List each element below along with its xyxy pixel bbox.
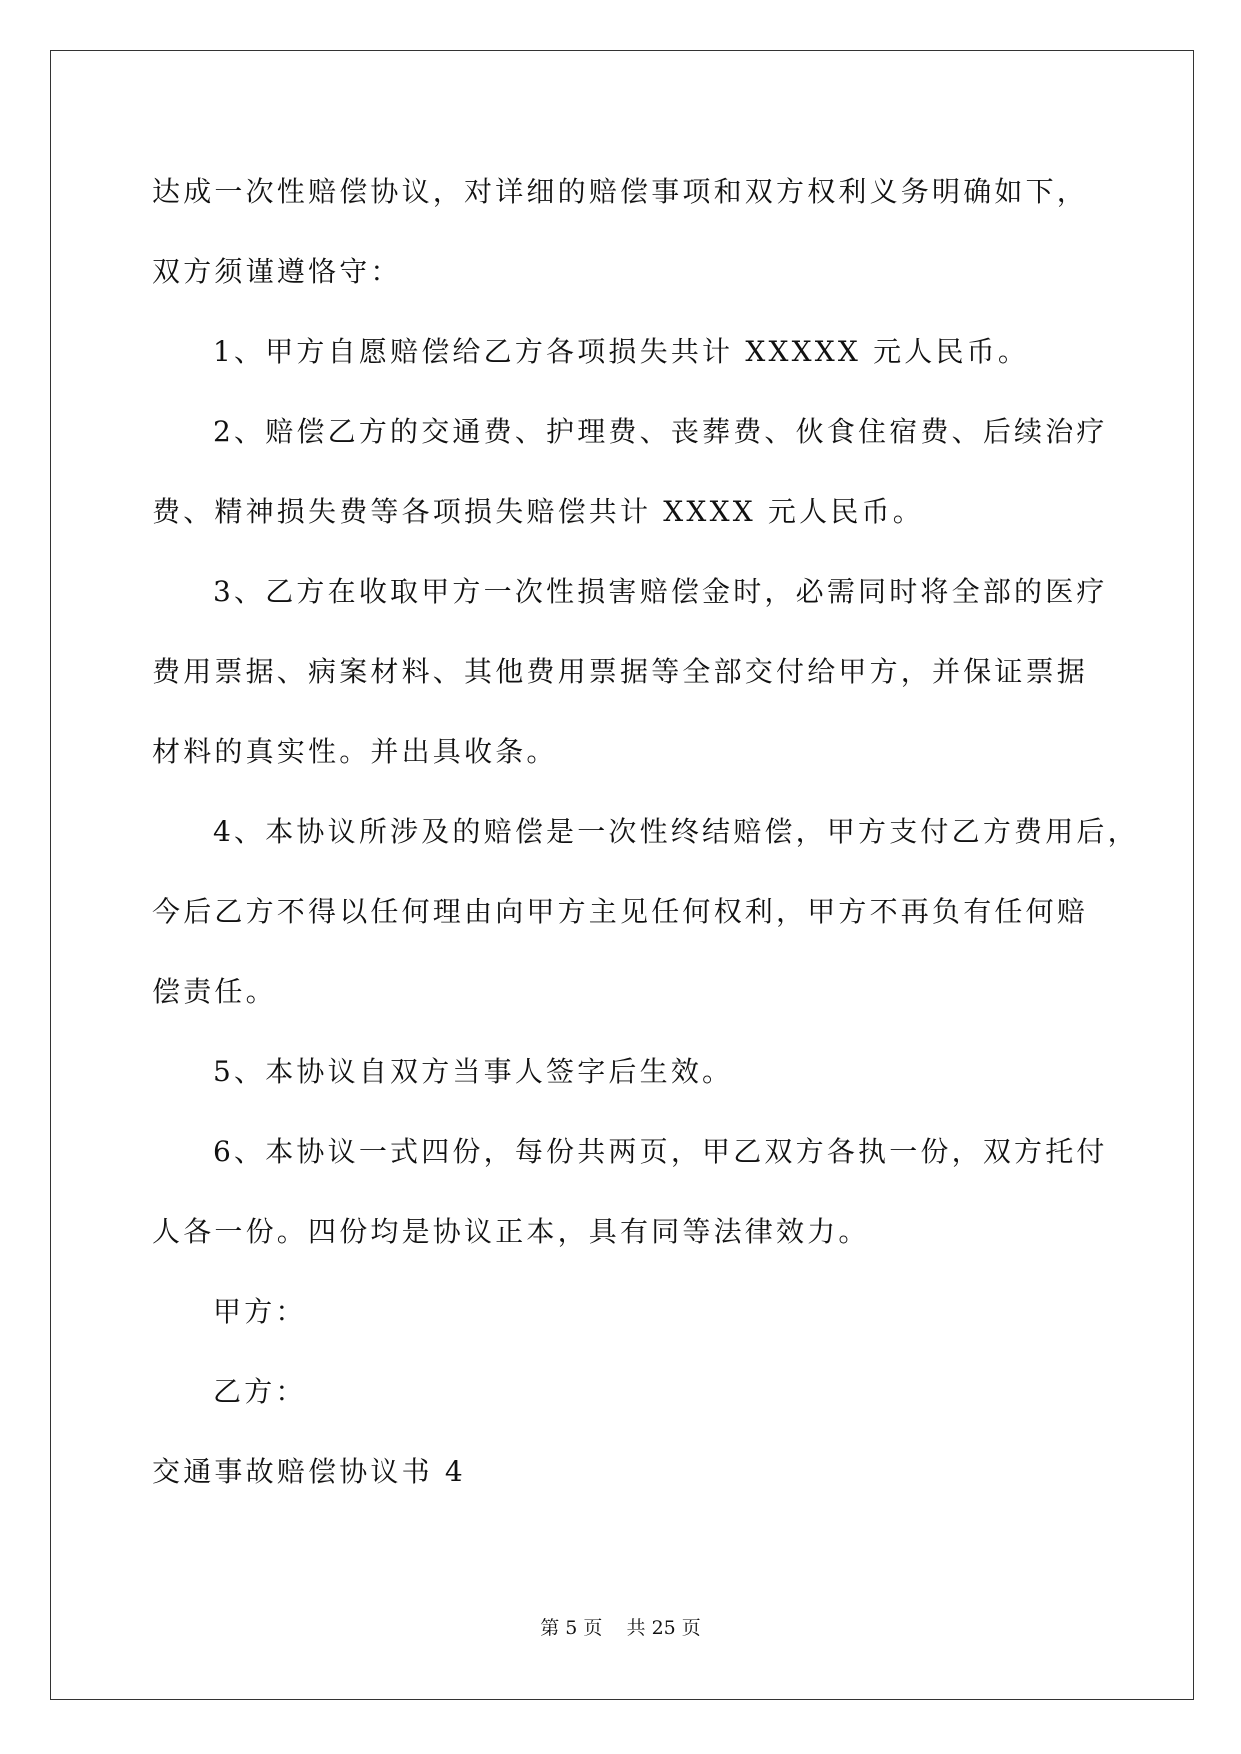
clause-4-line-3: 偿责任。 bbox=[152, 975, 277, 1008]
clause-4-line-1: 4、本协议所涉及的赔偿是一次性终结赔偿，甲方支付乙方费用后， bbox=[213, 815, 1139, 848]
clause-2-line-2: 费、精神损失费等各项损失赔偿共计 XXXX 元人民币。 bbox=[152, 495, 924, 528]
page-number-footer: 第 5 页 共 25 页 bbox=[540, 1617, 701, 1639]
section-heading: 交通事故赔偿协议书 4 bbox=[152, 1455, 466, 1488]
party-a-signature-label: 甲方： bbox=[213, 1295, 307, 1328]
party-b-signature-label: 乙方： bbox=[213, 1375, 307, 1408]
text-line-1: 达成一次性赔偿协议，对详细的赔偿事项和双方权利义务明确如下， bbox=[152, 175, 1089, 208]
clause-6-line-1: 6、本协议一式四份，每份共两页，甲乙双方各执一份，双方托付 bbox=[213, 1135, 1108, 1168]
clause-1: 1、甲方自愿赔偿给乙方各项损失共计 XXXXX 元人民币。 bbox=[213, 335, 1030, 368]
clause-4-line-2: 今后乙方不得以任何理由向甲方主见任何权利，甲方不再负有任何赔 bbox=[152, 895, 1089, 928]
clause-3-line-3: 材料的真实性。并出具收条。 bbox=[152, 735, 558, 768]
clause-3-line-2: 费用票据、病案材料、其他费用票据等全部交付给甲方，并保证票据 bbox=[152, 655, 1089, 688]
clause-6-line-2: 人各一份。四份均是协议正本，具有同等法律效力。 bbox=[152, 1215, 870, 1248]
clause-2-line-1: 2、赔偿乙方的交通费、护理费、丧葬费、伙食住宿费、后续治疗 bbox=[213, 415, 1108, 448]
clause-5: 5、本协议自双方当事人签字后生效。 bbox=[213, 1055, 734, 1088]
clause-3-line-1: 3、乙方在收取甲方一次性损害赔偿金时，必需同时将全部的医疗 bbox=[213, 575, 1108, 608]
text-line-2: 双方须谨遵恪守： bbox=[152, 255, 402, 288]
